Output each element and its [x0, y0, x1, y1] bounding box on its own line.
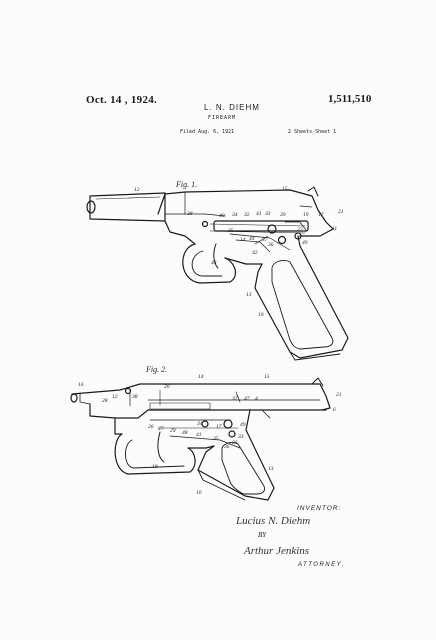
ref-39: 39: [280, 212, 286, 218]
ref-33: 33: [238, 434, 244, 440]
ref-40: 40: [219, 213, 225, 219]
ref-11: 11: [332, 226, 338, 232]
ref-19: 19: [303, 212, 309, 218]
ref-37: 37: [232, 396, 238, 402]
inventor-name: L. N. DIEHM: [204, 103, 260, 112]
ref-12: 12: [134, 187, 140, 193]
ref-18: 18: [152, 464, 158, 470]
ref-14: 14: [240, 237, 246, 243]
attorney-signature: Arthur Jenkins: [244, 545, 310, 557]
ref-21: 21: [338, 209, 344, 215]
figure-2-drawing: [71, 378, 330, 500]
ref-13: 13: [268, 466, 274, 472]
patent-title: FIREARM: [208, 115, 237, 121]
patent-number: 1,511,510: [328, 93, 372, 105]
ref-33: 33: [265, 211, 271, 217]
ref-6: 6: [333, 407, 336, 413]
ref-49: 49: [302, 240, 308, 246]
ref-4: 4: [255, 396, 258, 402]
ref-34: 34: [232, 212, 238, 218]
ref-10: 10: [196, 490, 202, 496]
ref-28: 28: [102, 398, 108, 404]
ref-35: 35: [228, 228, 234, 234]
sheet-count: 2 Sheets-Sheet 1: [288, 129, 337, 135]
filed-date: Filed Aug. 6, 1921: [180, 129, 235, 135]
ref-20: 20: [164, 384, 170, 390]
ref-35: 35: [213, 436, 219, 442]
ref-14: 14: [198, 374, 204, 380]
ref-44: 44: [249, 236, 255, 242]
ref-32: 32: [244, 212, 250, 218]
ref-22: 22: [297, 227, 303, 233]
ref-27: 27: [158, 426, 164, 432]
by-label: BY: [258, 531, 267, 539]
figure-1-label: Fig. 1.: [176, 180, 198, 189]
ref-16: 16: [78, 382, 84, 388]
ref-26: 26: [148, 424, 154, 430]
figure-2-label: Fig. 2.: [146, 365, 168, 374]
patent-date: Oct. 14 , 1924.: [86, 94, 158, 106]
ref-23: 23: [232, 440, 238, 446]
ref-49: 49: [240, 422, 246, 428]
ref-17: 17: [318, 212, 324, 218]
ref-48: 48: [182, 430, 188, 436]
figure-1-drawing: [87, 187, 348, 360]
inventor-signature: Lucius N. Diehm: [236, 515, 311, 527]
ref-43: 43: [211, 260, 217, 266]
ref-15: 15: [282, 186, 288, 192]
ref-36: 36: [224, 444, 230, 450]
ref-12: 12: [112, 394, 118, 400]
ref-47: 47: [244, 396, 250, 402]
ref-41: 41: [196, 432, 202, 438]
ref-42: 42: [252, 250, 258, 256]
ref-36: 36: [268, 242, 274, 248]
ref-37: 37: [262, 237, 268, 243]
ref-38: 38: [132, 394, 138, 400]
ref-34: 34: [197, 421, 203, 427]
ref-15: 15: [264, 374, 270, 380]
ref-13: 13: [246, 292, 252, 298]
ref-21: 21: [336, 392, 342, 398]
ref-10: 10: [258, 312, 264, 318]
ref-38: 38: [187, 211, 193, 217]
inventor-label: INVENTOR:: [297, 505, 342, 512]
ref-41: 41: [256, 211, 262, 217]
ref-17: 17: [216, 424, 222, 430]
ref-29: 29: [170, 428, 176, 434]
attorney-label: ATTORNEY.: [298, 562, 345, 568]
